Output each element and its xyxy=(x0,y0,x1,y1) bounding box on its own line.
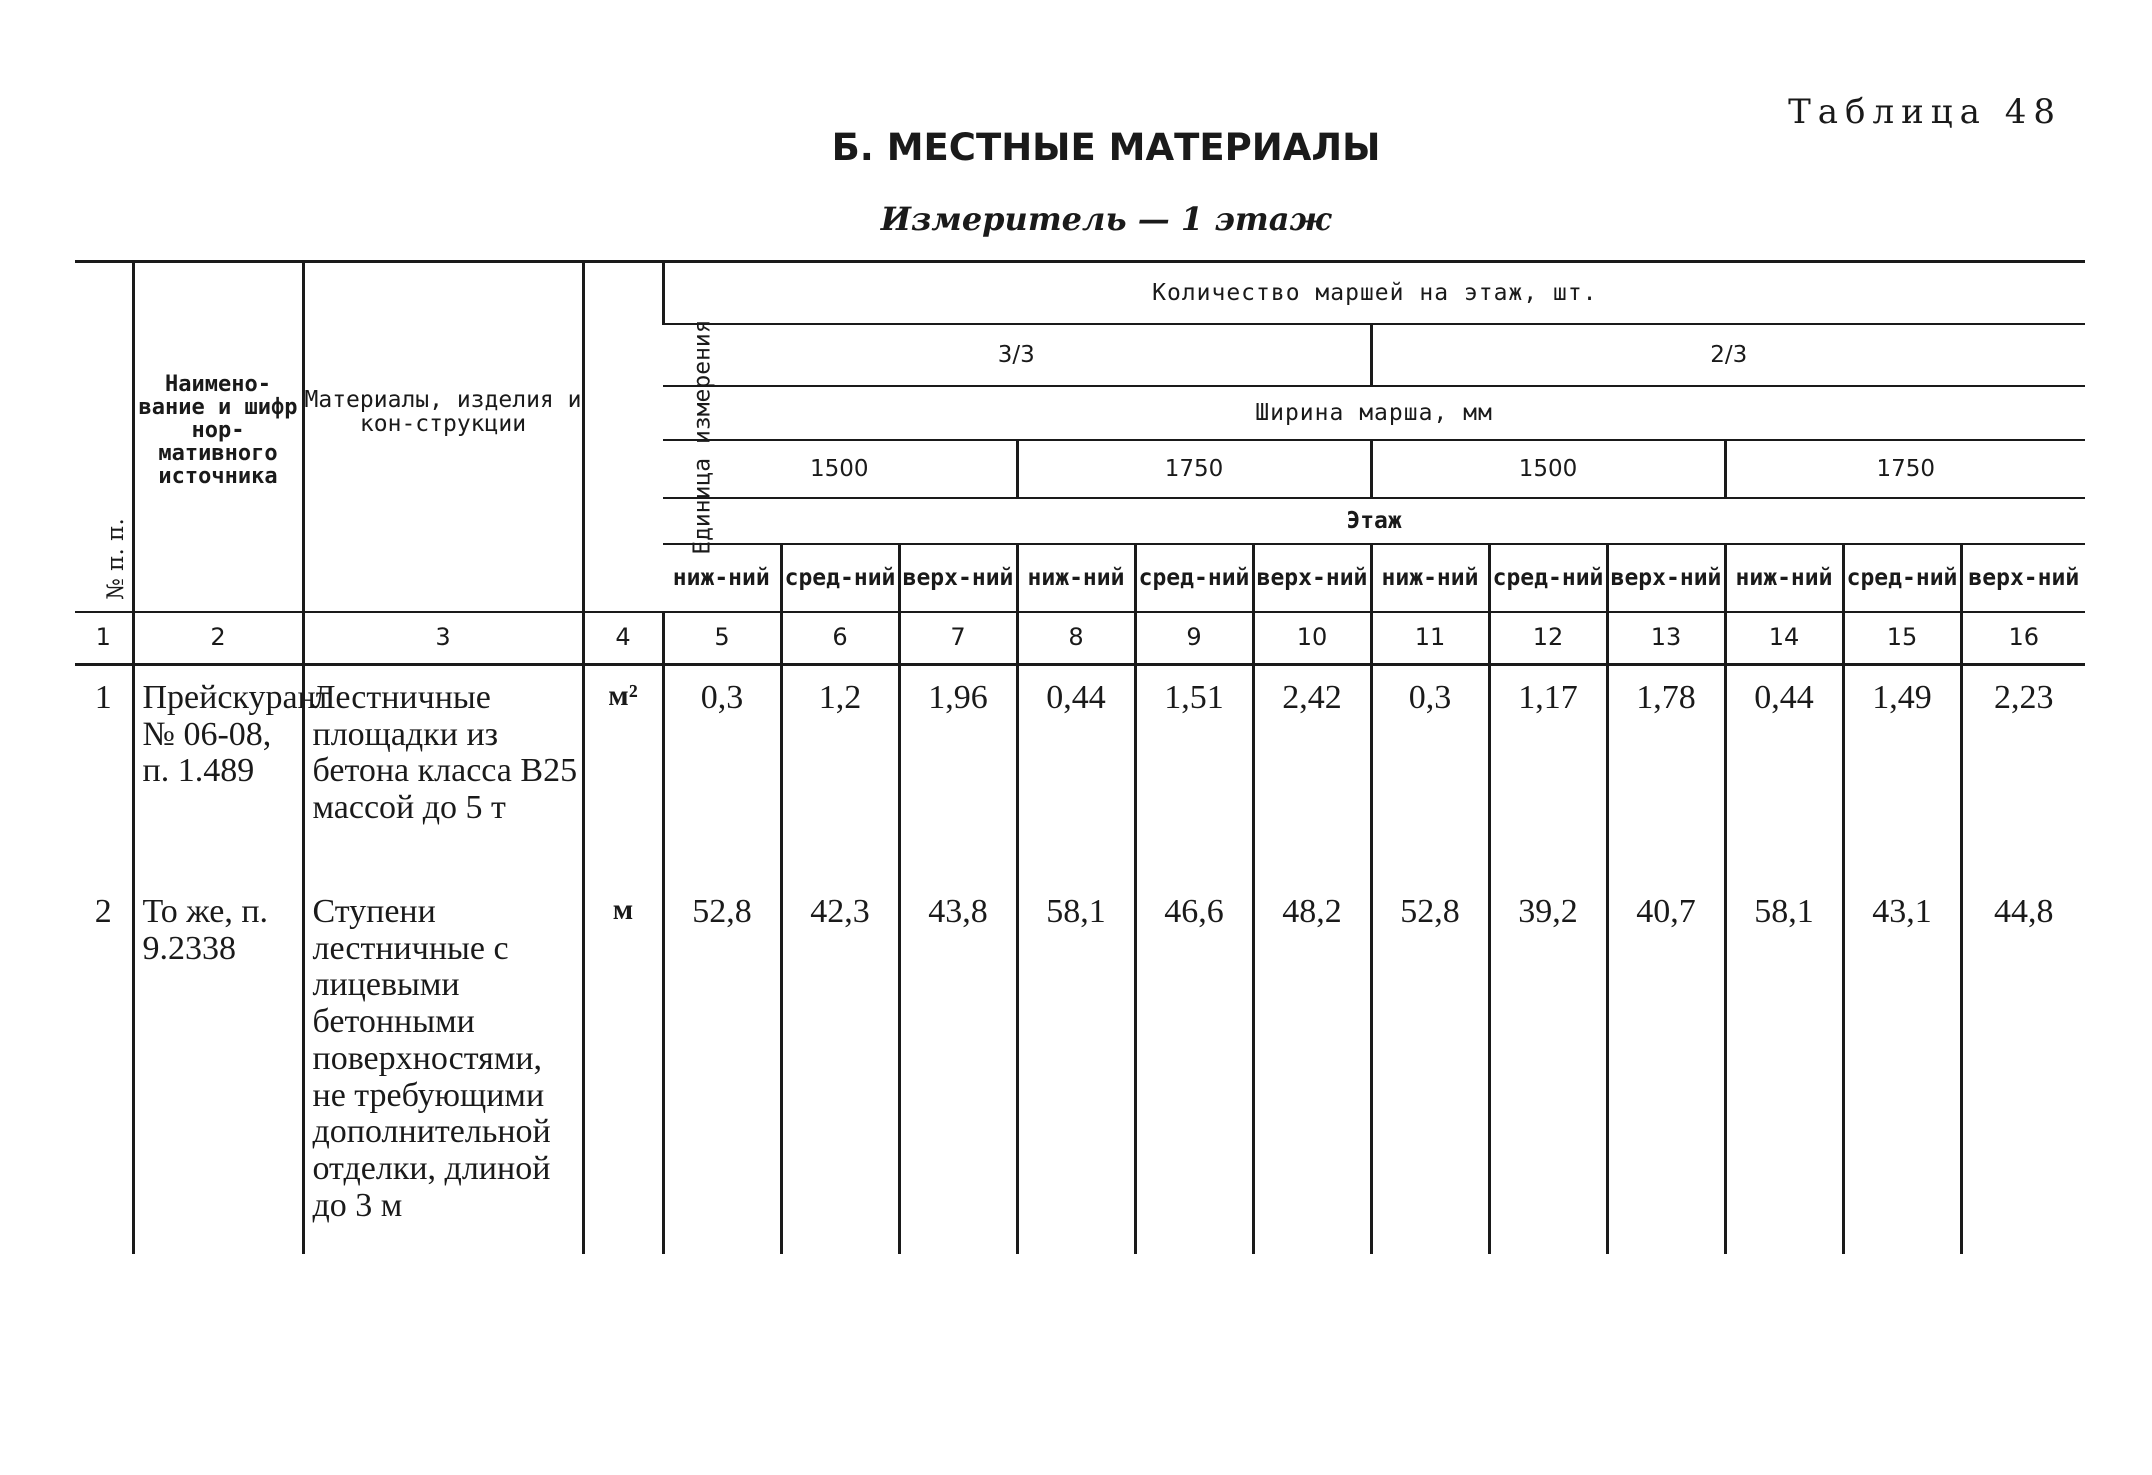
row-value: 46,6 xyxy=(1135,880,1253,1254)
header-group-2-3: 2/3 xyxy=(1371,324,2085,386)
header-group-3-3: 3/3 xyxy=(663,324,1371,386)
row-value: 40,7 xyxy=(1607,880,1725,1254)
column-number: 8 xyxy=(1017,612,1135,665)
row-value: 52,8 xyxy=(663,880,781,1254)
column-number: 7 xyxy=(899,612,1017,665)
row-value: 43,8 xyxy=(899,880,1017,1254)
header-level: ниж-ний xyxy=(1371,544,1489,612)
row-value: 2,23 xyxy=(1961,665,2085,881)
header-level: верх-ний xyxy=(1961,544,2085,612)
column-number: 9 xyxy=(1135,612,1253,665)
column-number: 2 xyxy=(133,612,303,665)
header-unit-label: Единица измерения xyxy=(689,319,716,555)
header-width-1: 1500 xyxy=(663,440,1017,498)
header-march-width: Ширина марша, мм xyxy=(663,386,2085,440)
row-value: 0,3 xyxy=(1371,665,1489,881)
column-number: 12 xyxy=(1489,612,1607,665)
column-number: 4 xyxy=(583,612,663,665)
row-value: 1,51 xyxy=(1135,665,1253,881)
row-value: 2,42 xyxy=(1253,665,1371,881)
row-material: Ступени лестничные с лицевыми бетонными поверхностями, не требующими дополнительной отделки, длиной до 3 м xyxy=(303,880,583,1254)
row-value: 1,96 xyxy=(899,665,1017,881)
header-marches-count: Количество маршей на этаж, шт. xyxy=(663,262,2085,325)
table-row xyxy=(75,665,2085,881)
header-level: сред-ний xyxy=(781,544,899,612)
header-width-4: 1750 xyxy=(1725,440,2085,498)
header-unit xyxy=(583,262,716,613)
row-value: 42,3 xyxy=(781,880,899,1254)
header-level: ниж-ний xyxy=(663,544,781,612)
column-number: 3 xyxy=(303,612,583,665)
row-value: 58,1 xyxy=(1725,880,1843,1254)
header-source: Наимено-вание и шифр нор-мативного источника xyxy=(133,262,303,613)
row-value: 43,1 xyxy=(1843,880,1961,1254)
column-number-row xyxy=(75,612,2085,665)
table-row xyxy=(75,880,2085,1254)
row-value: 1,49 xyxy=(1843,665,1961,881)
row-material: Лестничные площадки из бетона класса В25 массой до 5 т xyxy=(303,665,583,881)
row-unit: м xyxy=(583,880,663,1254)
row-value: 0,44 xyxy=(1725,665,1843,881)
row-source: То же, п. 9.2338 xyxy=(133,880,303,1254)
header-level: верх-ний xyxy=(1607,544,1725,612)
column-number: 13 xyxy=(1607,612,1725,665)
row-value: 1,2 xyxy=(781,665,899,881)
column-number: 15 xyxy=(1843,612,1961,665)
header-width-3: 1500 xyxy=(1371,440,1725,498)
section-title: Б. МЕСТНЫЕ МАТЕРИАЛЫ xyxy=(831,126,1381,169)
row-value: 44,8 xyxy=(1961,880,2085,1254)
column-number: 5 xyxy=(663,612,781,665)
header-level: сред-ний xyxy=(1489,544,1607,612)
row-source: Прейскурант № 06-08, п. 1.489 xyxy=(133,665,303,881)
row-value: 1,78 xyxy=(1607,665,1725,881)
row-value: 1,17 xyxy=(1489,665,1607,881)
header-row-number-label: № п. п. xyxy=(102,518,129,600)
column-number: 10 xyxy=(1253,612,1371,665)
header-width-2: 1750 xyxy=(1017,440,1371,498)
row-unit: м² xyxy=(583,665,663,881)
column-number: 6 xyxy=(781,612,899,665)
row-value: 0,3 xyxy=(663,665,781,881)
header-row-number xyxy=(75,262,133,613)
row-value: 0,44 xyxy=(1017,665,1135,881)
row-value: 52,8 xyxy=(1371,880,1489,1254)
header-level: верх-ний xyxy=(1253,544,1371,612)
header-level: верх-ний xyxy=(899,544,1017,612)
row-number: 2 xyxy=(94,893,112,930)
materials-table xyxy=(75,260,2085,1254)
header-level: ниж-ний xyxy=(1017,544,1135,612)
table-number: Таблица 48 xyxy=(1788,92,2062,132)
column-number: 1 xyxy=(75,612,133,665)
row-value: 48,2 xyxy=(1253,880,1371,1254)
header-material: Материалы, изделия и кон-струкции xyxy=(303,262,583,613)
header-floor: Этаж xyxy=(663,498,2085,544)
column-number: 16 xyxy=(1961,612,2085,665)
column-number: 11 xyxy=(1371,612,1489,665)
row-value: 58,1 xyxy=(1017,880,1135,1254)
row-value: 39,2 xyxy=(1489,880,1607,1254)
header-level: ниж-ний xyxy=(1725,544,1843,612)
row-number: 1 xyxy=(94,679,112,716)
measure-caption: Измеритель — 1 этаж xyxy=(880,200,1332,238)
header-level: сред-ний xyxy=(1135,544,1253,612)
column-number: 14 xyxy=(1725,612,1843,665)
header-level: сред-ний xyxy=(1843,544,1961,612)
